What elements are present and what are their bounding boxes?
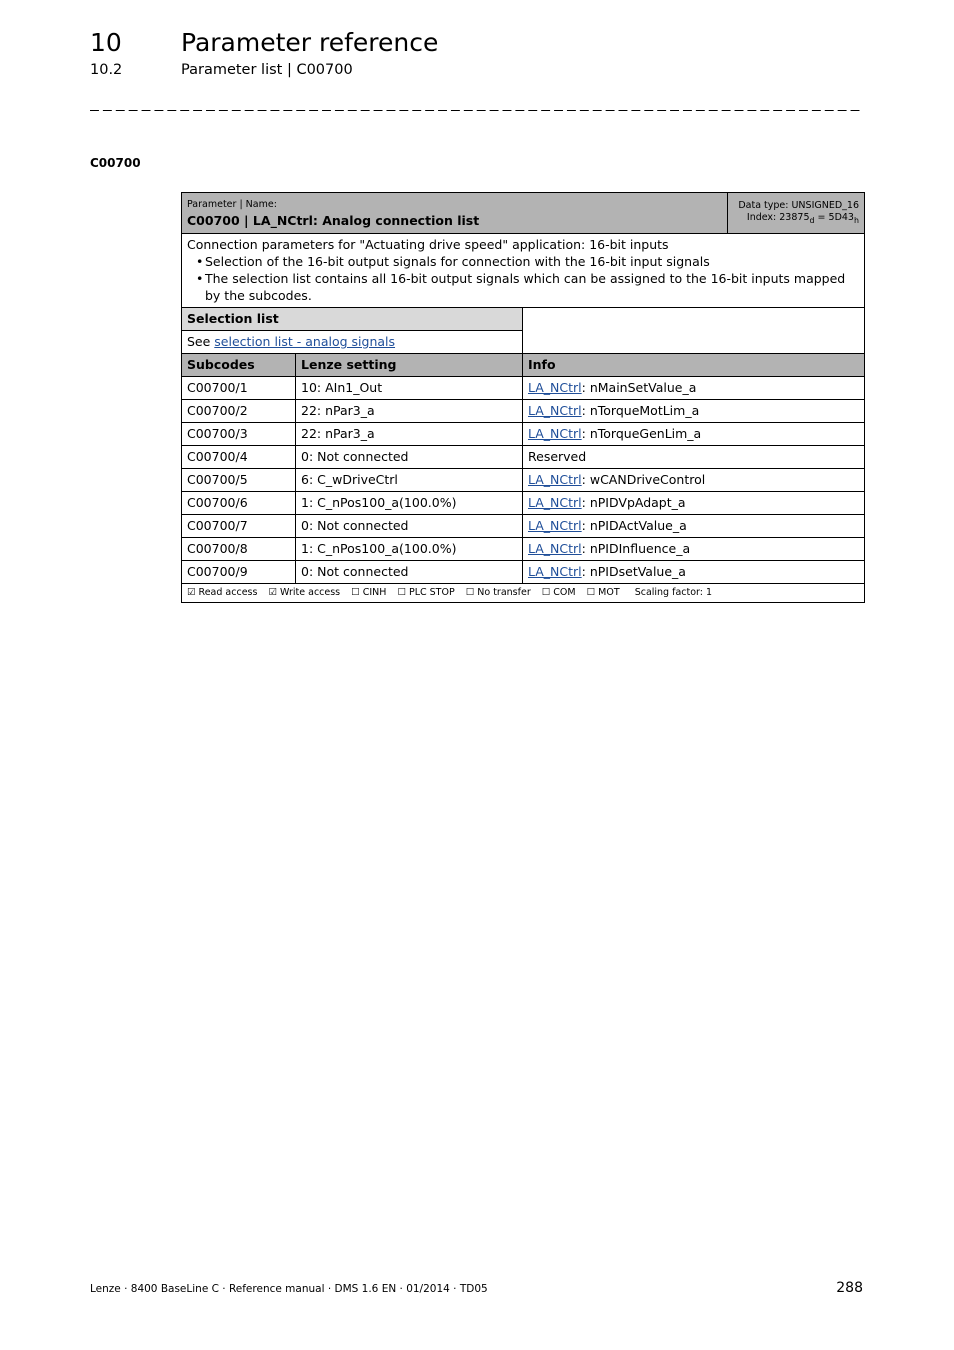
lenze-setting-cell: 0: Not connected [296,446,523,469]
table-row [182,446,865,469]
info-text: : nPIDVpAdapt_a [581,495,686,510]
lenze-setting-cell: 10: AIn1_Out [296,377,523,400]
table-row [182,377,865,400]
info-text: : nTorqueMotLim_a [581,403,700,418]
subcode-cell: C00700/6 [182,492,296,515]
page-footer-text: Lenze · 8400 BaseLine C · Reference manual · DMS 1.6 EN · 01/2014 · TD05 [90,1283,488,1295]
section-number: 10.2 [90,62,123,78]
chapter-number: 10 [90,28,122,57]
info-cell [523,469,865,492]
subcode-cell: C00700/3 [182,423,296,446]
description-bullet: • Selection of the 16-bit output signals for connection with the 16-bit input signals [205,253,859,270]
column-header-lenze-setting: Lenze setting [296,354,523,377]
la-nctrl-link[interactable]: LA_NCtrl [528,495,582,510]
lenze-setting-cell: 6: C_wDriveCtrl [296,469,523,492]
info-cell [523,377,865,400]
info-cell [523,400,865,423]
parameter-header-row [182,193,865,234]
parameter-index: Index: $23875_d = 5D43_h$ [746,211,859,225]
description-text: Connection parameters for "Actuating drive speed" application: 16-bit inputs [187,237,669,252]
access-flags-row [182,584,865,603]
table-row [182,469,865,492]
cinh-flag: ☐ CINH [351,587,387,598]
subcode-cell: C00700/8 [182,538,296,561]
plc-stop-flag: ☐ PLC STOP [397,587,455,598]
info-cell [523,492,865,515]
scaling-factor: Scaling factor: 1 [634,587,713,598]
info-cell [523,561,865,584]
table-row [182,400,865,423]
info-cell [523,446,865,469]
dashed-separator [90,110,862,112]
la-nctrl-link[interactable]: LA_NCtrl [528,403,582,418]
column-header-row [182,354,865,377]
subcode-cell: C00700/2 [182,400,296,423]
selection-list-header: Selection list [182,308,523,331]
info-cell [523,538,865,561]
data-type-cell [728,193,865,234]
table-row [182,423,865,446]
lenze-setting-cell: 0: Not connected [296,515,523,538]
read-access-flag: ☑ Read access [187,587,258,598]
la-nctrl-link[interactable]: LA_NCtrl [528,380,582,395]
info-text: : nPIDsetValue_a [581,564,686,579]
la-nctrl-link[interactable]: LA_NCtrl [528,541,582,556]
column-header-subcodes: Subcodes [182,354,296,377]
info-text: : nMainSetValue_a [581,380,697,395]
description-bullets [187,253,859,304]
table-row [182,492,865,515]
table-row [182,538,865,561]
subcode-cell: C00700/1 [182,377,296,400]
com-flag: ☐ COM [541,587,576,598]
info-text: : wCANDriveControl [581,472,706,487]
info-text: : nPIDInfluence_a [581,541,691,556]
lenze-setting-cell: 0: Not connected [296,561,523,584]
parameter-name-cell [182,193,728,234]
parameter-description [182,234,865,308]
lenze-setting-cell: 1: C_nPos100_a(100.0%) [296,538,523,561]
la-nctrl-link[interactable]: LA_NCtrl [528,472,582,487]
selection-list-empty-cell [523,308,865,354]
data-type: Data type: UNSIGNED_16 [738,199,859,211]
subcode-cell: C00700/7 [182,515,296,538]
info-text: Reserved [528,449,587,464]
lenze-setting-cell: 1: C_nPos100_a(100.0%) [296,492,523,515]
info-cell [523,515,865,538]
subcode-cell: C00700/5 [182,469,296,492]
info-text: : nTorqueGenLim_a [581,426,702,441]
subcode-cell: C00700/4 [182,446,296,469]
description-bullet: • The selection list contains all 16-bit output signals which can be assigned to the 16-bit inputs mapped by the subcodes. [205,270,859,304]
subcode-cell: C00700/9 [182,561,296,584]
la-nctrl-link[interactable]: LA_NCtrl [528,426,582,441]
la-nctrl-link[interactable]: LA_NCtrl [528,518,582,533]
info-text: : nPIDActValue_a [581,518,687,533]
section-title: Parameter list | C00700 [181,62,353,78]
table-row [182,515,865,538]
page-number: 288 [836,1280,863,1296]
table-row [182,561,865,584]
parameter-table [181,192,865,603]
subcode-rows [182,377,865,584]
chapter-title: Parameter reference [181,28,439,57]
parameter-heading: C00700 [90,156,141,170]
mot-flag: ☐ MOT [586,587,620,598]
lenze-setting-cell: 22: nPar3_a [296,400,523,423]
lenze-setting-cell: 22: nPar3_a [296,423,523,446]
selection-list-link[interactable]: selection list - analog signals [214,334,396,349]
selection-list-reference: See selection list - analog signals [182,331,523,354]
info-cell [523,423,865,446]
parameter-name: C00700 | LA_NCtrl: Analog connection list [187,213,480,228]
write-access-flag: ☑ Write access [268,587,341,598]
column-header-info: Info [523,354,865,377]
la-nctrl-link[interactable]: LA_NCtrl [528,564,582,579]
no-transfer-flag: ☐ No transfer [465,587,531,598]
parameter-name-label: Parameter | Name: [187,199,277,210]
